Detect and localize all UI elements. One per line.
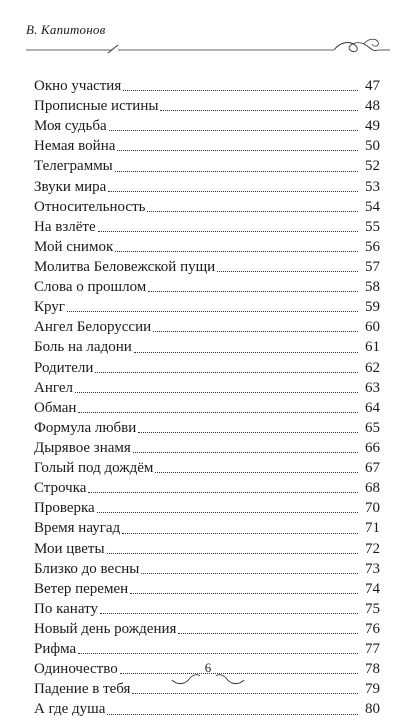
- toc-entry: [34, 358, 380, 378]
- page-number: 6: [204, 660, 212, 675]
- toc-entry-title: Боль на ладони: [34, 339, 132, 356]
- toc-entry-title: Рифма: [34, 641, 77, 658]
- dot-leader: [75, 392, 358, 393]
- dot-leader: [147, 211, 358, 212]
- toc-entry-title: Ангел Белоруссии: [34, 319, 152, 336]
- toc-entry-title: Слова о прошлом: [34, 279, 147, 296]
- toc-entry-title: Ангел: [34, 379, 73, 396]
- toc-entry: [34, 699, 380, 719]
- toc-entry-title: Относительность: [34, 198, 146, 215]
- toc-entry: [34, 96, 380, 116]
- dot-leader: [108, 191, 358, 192]
- toc-entry: [34, 237, 380, 257]
- dot-leader: [155, 472, 358, 473]
- toc-entry-page: 61: [365, 339, 380, 356]
- header-rule-ornament: [26, 32, 390, 54]
- toc-entry: [34, 217, 380, 237]
- toc-entry: [34, 619, 380, 639]
- dot-leader: [148, 291, 358, 292]
- toc-entry-title: Окно участия: [34, 78, 122, 94]
- dot-leader: [107, 553, 358, 554]
- toc-entry-page: 65: [365, 419, 380, 436]
- page-footer: [0, 656, 416, 686]
- toc-entry-page: 67: [365, 460, 380, 477]
- toc-entry-page: 64: [365, 399, 380, 416]
- toc-entry: [34, 136, 380, 156]
- toc-entry-title: Время наугад: [34, 520, 121, 537]
- toc-entry-title: Падение в тебя: [34, 681, 131, 698]
- toc-entry-page: 57: [365, 258, 380, 275]
- dot-leader: [88, 492, 358, 493]
- toc-entry-title: Дырявое знамя: [34, 439, 131, 456]
- dot-leader: [109, 130, 358, 131]
- toc-entry-page: 52: [365, 158, 380, 175]
- toc-entry: [34, 559, 380, 579]
- toc-entry-page: 72: [365, 540, 380, 557]
- table-of-contents: [34, 76, 380, 720]
- toc-entry-title: Близко до весны: [34, 560, 140, 577]
- toc-entry-page: 71: [365, 520, 380, 537]
- dot-leader: [117, 150, 358, 151]
- toc-entry-title: Моя судьба: [34, 118, 107, 135]
- toc-entry-page: 79: [365, 681, 380, 698]
- running-header: [26, 22, 390, 52]
- toc-entry-title: Родители: [34, 359, 94, 376]
- dot-leader: [100, 613, 358, 614]
- toc-entry: [34, 418, 380, 438]
- toc-entry-title: Строчка: [34, 480, 87, 497]
- toc-entry-page: 50: [365, 138, 380, 155]
- toc-entry-page: 60: [365, 319, 380, 336]
- toc-entry-page: 77: [365, 641, 380, 658]
- toc-entry-page: 62: [365, 359, 380, 376]
- dot-leader: [95, 372, 358, 373]
- toc-entry: [34, 116, 380, 136]
- toc-entry: [34, 297, 380, 317]
- dot-leader: [123, 90, 358, 91]
- dot-leader: [153, 331, 358, 332]
- toc-entry: [34, 197, 380, 217]
- toc-entry-title: Голый под дождём: [34, 460, 154, 477]
- toc-entry-page: 76: [365, 620, 380, 637]
- toc-entry: [34, 478, 380, 498]
- toc-entry-title: Новый день рождения: [34, 620, 177, 637]
- toc-entry-page: 59: [365, 299, 380, 316]
- dot-leader: [217, 271, 358, 272]
- toc-entry: [34, 337, 380, 357]
- dot-leader: [134, 352, 358, 353]
- dot-leader: [178, 633, 358, 634]
- toc-entry: [34, 76, 380, 96]
- toc-entry-page: 49: [365, 118, 380, 135]
- toc-entry-page: 78: [365, 661, 380, 678]
- author-name: В. Капитонов: [26, 22, 106, 37]
- dot-leader: [115, 251, 358, 252]
- dot-leader: [67, 311, 358, 312]
- toc-entry-title: На взлёте: [34, 218, 96, 235]
- toc-entry: [34, 458, 380, 478]
- toc-entry: [34, 277, 380, 297]
- dot-leader: [107, 714, 358, 715]
- toc-entry-title: По канату: [34, 600, 98, 617]
- toc-entry: [34, 518, 380, 538]
- toc-entry: [34, 398, 380, 418]
- dot-leader: [141, 573, 358, 574]
- toc-entry-page: 80: [365, 701, 380, 718]
- toc-entry-title: Обман: [34, 399, 77, 416]
- toc-entry-title: Прописные истины: [34, 98, 159, 115]
- toc-entry: [34, 378, 380, 398]
- toc-entry: [34, 579, 380, 599]
- toc-entry-page: 53: [365, 178, 380, 195]
- toc-entry-title: Мой снимок: [34, 238, 114, 255]
- toc-entry-title: А где душа: [34, 701, 106, 718]
- toc-entry-page: 58: [365, 279, 380, 296]
- toc-entry-title: Телеграммы: [34, 158, 113, 175]
- toc-entry-page: 54: [365, 198, 380, 215]
- toc-entry: [34, 498, 380, 518]
- dot-leader: [122, 533, 358, 534]
- toc-entry: [34, 438, 380, 458]
- toc-entry-page: 74: [365, 580, 380, 597]
- toc-entry: [34, 156, 380, 176]
- toc-entry: [34, 599, 380, 619]
- toc-entry-page: 66: [365, 439, 380, 456]
- toc-entry-page: 70: [365, 500, 380, 517]
- toc-entry: [34, 539, 380, 559]
- dot-leader: [138, 432, 358, 433]
- toc-entry-title: Ветер перемен: [34, 580, 129, 597]
- dot-leader: [133, 452, 358, 453]
- toc-entry-title: Одиночество: [34, 661, 118, 678]
- toc-entry-page: 75: [365, 600, 380, 617]
- toc-entry: [34, 257, 380, 277]
- toc-entry-page: 47: [365, 78, 380, 94]
- dot-leader: [160, 110, 358, 111]
- toc-entry-title: Мои цветы: [34, 540, 105, 557]
- toc-entry-page: 63: [365, 379, 380, 396]
- toc-entry-page: 73: [365, 560, 380, 577]
- dot-leader: [98, 231, 358, 232]
- dot-leader: [97, 512, 358, 513]
- dot-leader: [115, 171, 358, 172]
- toc-entry-page: 55: [365, 218, 380, 235]
- dot-leader: [132, 693, 358, 694]
- toc-entry-title: Проверка: [34, 500, 95, 517]
- toc-entry-title: Круг: [34, 299, 65, 316]
- toc-entry-page: 56: [365, 238, 380, 255]
- toc-entry-title: Немая война: [34, 138, 116, 155]
- toc-entry-title: Формула любви: [34, 419, 137, 436]
- dot-leader: [78, 412, 358, 413]
- toc-entry-page: 68: [365, 480, 380, 497]
- toc-entry-title: Звуки мира: [34, 178, 107, 195]
- toc-entry-title: Молитва Беловежской пущи: [34, 258, 216, 275]
- dot-leader: [78, 653, 358, 654]
- toc-entry-page: 48: [365, 98, 380, 115]
- dot-leader: [130, 593, 358, 594]
- toc-entry: [34, 177, 380, 197]
- toc-entry: [34, 317, 380, 337]
